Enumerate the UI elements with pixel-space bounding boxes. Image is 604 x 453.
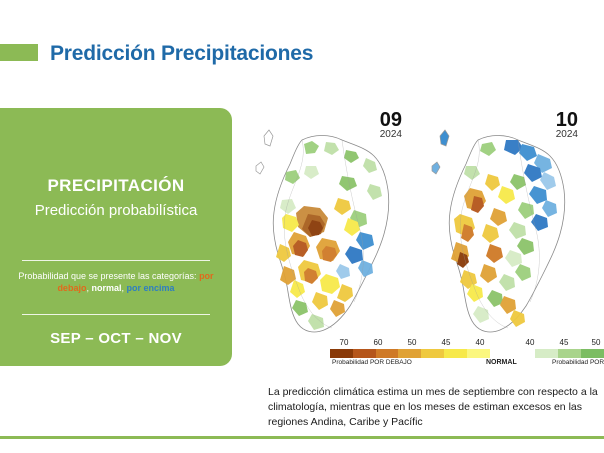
panel-note-comma-2: , [121,283,125,294]
legend-swatch [558,349,581,358]
legend-label-normal: NORMAL [486,359,517,366]
title-accent-bar [0,44,38,61]
colombia-map-october [418,114,594,350]
legend-tick-labels [330,338,604,349]
legend-tick: 40 [525,338,535,347]
map-block-september [242,96,418,354]
panel-note-normal: normal [91,283,122,294]
legend-label-above: Probabilidad POR [552,359,604,366]
legend-swatch-normal [490,349,513,358]
probability-legend [330,338,604,364]
panel-note-above: por encima [126,283,175,294]
legend-swatch [353,349,376,358]
map-offshore-islands [256,130,273,174]
map-block-october [418,96,594,354]
legend-tick: 60 [373,338,383,347]
legend-tick: 70 [339,338,349,347]
map-year-label: 2024 [555,129,578,140]
page-title: Predicción Precipitaciones [50,42,314,65]
panel-divider-bottom [22,314,210,315]
panel-note [14,270,218,294]
legend-color-bar [330,349,604,358]
legend-swatch [467,349,490,358]
legend-label-below: Probabilidad POR DEBAJO [332,359,412,366]
panel-title: PRECIPITACIÓN [47,176,185,195]
legend-swatch [376,349,399,358]
legend-tick: 50 [591,338,601,347]
legend-swatch [398,349,421,358]
maps-area [240,96,604,356]
footer-rule [0,436,604,439]
panel-subtitle: Predicción probabilística [34,202,198,219]
map-offshore-islands [432,130,449,174]
legend-swatch [330,349,353,358]
panel-note-prefix: Probabilidad que se presente las categorías: [18,271,197,281]
legend-tick: 45 [559,338,569,347]
legend-tick: 40 [475,338,485,347]
map-month-label: 09 [379,109,402,131]
panel-note-comma-1: , [86,283,89,294]
legend-swatch-normal [513,349,536,358]
legend-swatch [421,349,444,358]
map-month-label: 10 [555,109,578,131]
panel-divider-top [22,260,210,261]
legend-tick: 50 [407,338,417,347]
precipitation-panel [0,108,232,366]
legend-swatch [444,349,467,358]
legend-category-labels [330,359,604,370]
legend-tick: 45 [441,338,451,347]
colombia-map-september [242,114,418,350]
panel-period: SEP – OCT – NOV [50,330,182,347]
legend-swatch [535,349,558,358]
map-year-label: 2024 [379,129,402,140]
description-text: La predicción climática estima un mes de septiembre con respecto a la climatología, mientras que en los meses de estiman excesos en las regiones Andina, Caribe y Pacífic [268,386,598,429]
panel-note-below: por debajo [57,271,214,294]
legend-swatch [581,349,604,358]
